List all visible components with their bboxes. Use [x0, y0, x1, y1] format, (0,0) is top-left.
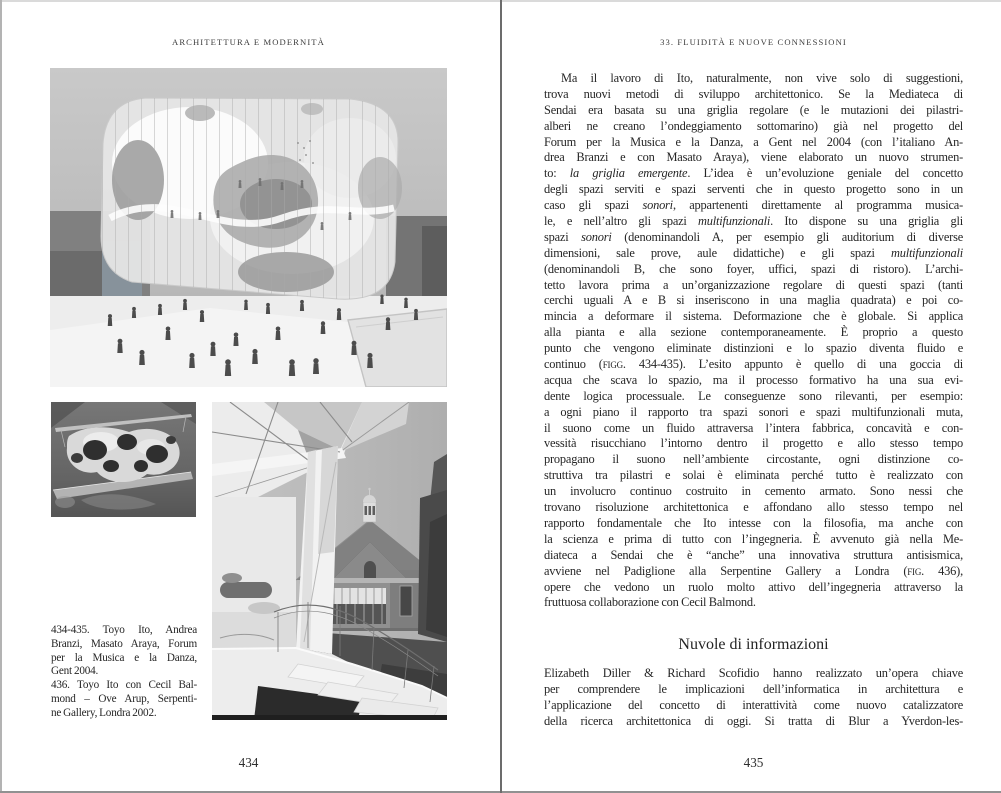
text-segment: 434-435. Toyo Ito, Andrea — [51, 624, 197, 636]
text-line — [544, 214, 963, 230]
text-segment: opere che vedono un ruolo molto attivo dell’ingegneria attraverso la — [544, 579, 963, 594]
text-segment: acqua che scava lo spazio, ma il processo formativo ha una sua evi- — [544, 372, 963, 387]
text-line — [51, 652, 197, 666]
text-line — [544, 468, 963, 484]
text-line — [544, 341, 963, 357]
text-segment: trovano risoluzione architettonica e affondano allo stesso tempo nel — [544, 500, 963, 515]
text-segment: trova nuovi metodi di sviluppo architettonico. Se la Mediateca di — [544, 86, 963, 101]
text-line — [51, 665, 197, 679]
text-segment: per comprendere le implicazioni dell’informatica in architettura e — [544, 681, 963, 696]
text-segment: fruttuosa collaborazione con Cecil Balmond. — [544, 595, 756, 610]
text-segment: 436), — [924, 563, 963, 578]
text-segment: (denominandoli A, per esempio gli auditorium di diverse — [611, 229, 963, 244]
text-line — [544, 373, 963, 389]
page-edge-left — [0, 0, 2, 793]
text-segment: Elizabeth Diller & Richard Scofidio hanno realizzato un’opera chiave — [544, 666, 963, 680]
text-line — [544, 452, 963, 468]
body-paragraph-1 — [544, 71, 963, 611]
text-line — [544, 421, 963, 437]
page-number-434: 434 — [238, 755, 259, 770]
text-line — [544, 278, 963, 294]
text-line — [544, 516, 963, 532]
text-line — [544, 484, 963, 500]
figure-434-photo-image — [50, 68, 447, 387]
text-segment: per la Musica e la Danza, — [51, 651, 197, 664]
page-number-435: 435 — [743, 755, 764, 770]
text-line — [544, 682, 963, 698]
text-segment: dimensioni, sale prove, aule didattiche) e gli spazi — [544, 245, 891, 260]
text-line — [544, 564, 963, 580]
text-segment: spazi — [544, 229, 582, 244]
text-line — [51, 624, 197, 638]
text-segment: cerchi uguali A e B si inseriscono in una maglia quadrata) e poi co- — [544, 293, 963, 308]
text-segment: . Ito dispone su una griglia gli — [770, 214, 963, 229]
text-segment: struttiva tra pilastri e solai è eliminata perché tutto è realizzato con — [544, 468, 963, 483]
book-spine-divider — [500, 0, 502, 793]
text-segment: diateca a Sendai che è “anche” una innovativa struttura antisismica, — [544, 547, 963, 562]
text-segment: mincia a deformare il sistema. Deformazione che è globale. Si applica — [544, 309, 963, 324]
text-line — [544, 714, 963, 730]
text-segment: degli spazi serviti e spazi serventi che in questo progetto sono in un — [544, 182, 963, 197]
text-line — [544, 698, 963, 714]
text-line — [544, 309, 963, 325]
text-segment: , appartenenti direttamente al programma musica- — [672, 198, 963, 213]
text-line — [544, 262, 963, 278]
text-line — [544, 87, 963, 103]
text-segment: le, e nell’altro gli spazi — [544, 214, 699, 229]
text-line — [544, 150, 963, 166]
figure-435-photo-image — [51, 402, 196, 517]
text-line — [544, 293, 963, 309]
figure-434-model-photo — [50, 68, 447, 387]
running-header-left: ARCHITETTURA E MODERNITÀ — [172, 37, 325, 47]
text-line — [544, 595, 963, 611]
text-line — [51, 693, 197, 707]
text-segment: della ricerca architettonica di oggi. Si tratta di Blur a Yverdon-les- — [544, 713, 963, 728]
text-segment: drea Branzi e con Masato Araya), viene elaborato un nuovo strumen- — [544, 150, 963, 165]
text-line — [544, 103, 963, 119]
text-segment: dente logica processuale. Le conseguenze sono rilevanti, per esempio: — [544, 388, 963, 403]
body-paragraph-2 — [544, 666, 963, 730]
text-segment: ne Gallery, Londra 2002. — [51, 706, 157, 719]
text-segment: la griglia emergente — [569, 166, 688, 181]
text-segment: Sendai era basata su una griglia regolare (e le mutazioni dei pilastri- — [544, 102, 963, 117]
text-segment: a ogni piano il rapporto tra spazi sonori e spazi multifunzionali muta, — [544, 404, 963, 419]
text-line — [544, 198, 963, 214]
text-segment: caso gli spazi — [544, 198, 643, 213]
text-segment: un involucro continuo costruito in cemento armato. Sono nessi che — [544, 484, 963, 499]
text-segment: sonori — [581, 229, 612, 244]
text-segment: continuo ( — [544, 357, 603, 372]
text-segment: . L’idea è un’evoluzione geniale del concetto — [687, 166, 963, 181]
text-segment: to: — [544, 166, 570, 181]
text-line — [544, 325, 963, 341]
figure-436-photo-image — [212, 402, 447, 720]
text-segment: tetto lavora prima a un’organizzazione regolare di questi spazi (tanti — [544, 277, 963, 292]
text-line — [544, 71, 963, 87]
text-line — [544, 405, 963, 421]
text-segment: vessità risucchiano l’intorno dentro il progetto e allo stesso tempo — [544, 436, 963, 451]
text-segment: propagano il suono nell’ambiente circostante, ogni distinzione co- — [544, 452, 963, 467]
text-line — [544, 166, 963, 182]
text-segment: fig. — [907, 563, 925, 578]
text-segment: Branzi, Masato Araya, Forum — [51, 637, 197, 650]
text-line — [544, 436, 963, 452]
text-segment: alla pianta e alla sezione contemporaneamente. È proprio a questo — [544, 325, 963, 340]
text-line — [544, 500, 963, 516]
text-segment: rapporto fondamentale che Ito intesse con la filosofia, ma anche con — [544, 515, 963, 530]
text-line — [51, 707, 197, 721]
text-line — [544, 246, 963, 262]
text-line — [544, 230, 963, 246]
text-segment: mond – Ove Arup, Serpenti- — [51, 692, 197, 705]
text-segment: avviene nel Padiglione alla Serpentine Gallery a Londra ( — [544, 563, 908, 578]
text-line — [51, 679, 197, 693]
text-line — [544, 532, 963, 548]
text-segment: Ma il lavoro di Ito, naturalmente, non vive solo di suggestioni, — [561, 71, 963, 85]
text-line — [544, 135, 963, 151]
figure-435-model-detail-photo — [51, 402, 196, 517]
text-segment: 434-435). L’esito appunto è quello di una goccia di — [625, 357, 963, 372]
text-segment: Forum per la Musica e la Danza, a Gent nel 2004 (con l’italiano An- — [544, 134, 963, 149]
text-line — [544, 580, 963, 596]
text-segment: il suono come un fluido attraversa l’intera fabbrica, concavità e con- — [544, 420, 963, 435]
figure-436-serpentine-photo — [212, 402, 447, 720]
text-line — [544, 666, 963, 682]
text-segment: Gent 2004. — [51, 665, 99, 678]
text-line — [544, 357, 963, 373]
text-segment: figg. — [602, 357, 626, 372]
text-segment: alberi ne creano l’ondeggiamento sottomarino) già nel progetto del — [544, 118, 963, 133]
text-segment: multifunzionali — [890, 245, 963, 260]
text-line — [544, 389, 963, 405]
text-segment: sonori — [642, 198, 673, 213]
text-line — [51, 638, 197, 652]
section-heading: Nuvole di informazioni — [678, 636, 829, 653]
text-segment: punto che vengono eliminate distinzioni e lo spazio diventa fluido e — [544, 341, 963, 356]
text-segment: (denominandoli B, che sono foyer, uffici, spazi di ristoro). L’archi- — [544, 261, 963, 276]
text-line — [544, 182, 963, 198]
text-segment: multifunzionali — [698, 214, 771, 229]
text-segment: la scienza e prima di tutto con l’ingegneria. È avvenuto già nella Me- — [544, 531, 963, 546]
text-line — [544, 548, 963, 564]
text-line — [544, 119, 963, 135]
text-segment: l’applicazione del concetto di interattività come nuovo catalizzatore — [544, 697, 963, 712]
running-header-right: 33. FLUIDITÀ E NUOVE CONNESSIONI — [660, 37, 847, 47]
text-segment: 436. Toyo Ito con Cecil Bal- — [51, 679, 197, 692]
figure-caption — [51, 624, 197, 721]
